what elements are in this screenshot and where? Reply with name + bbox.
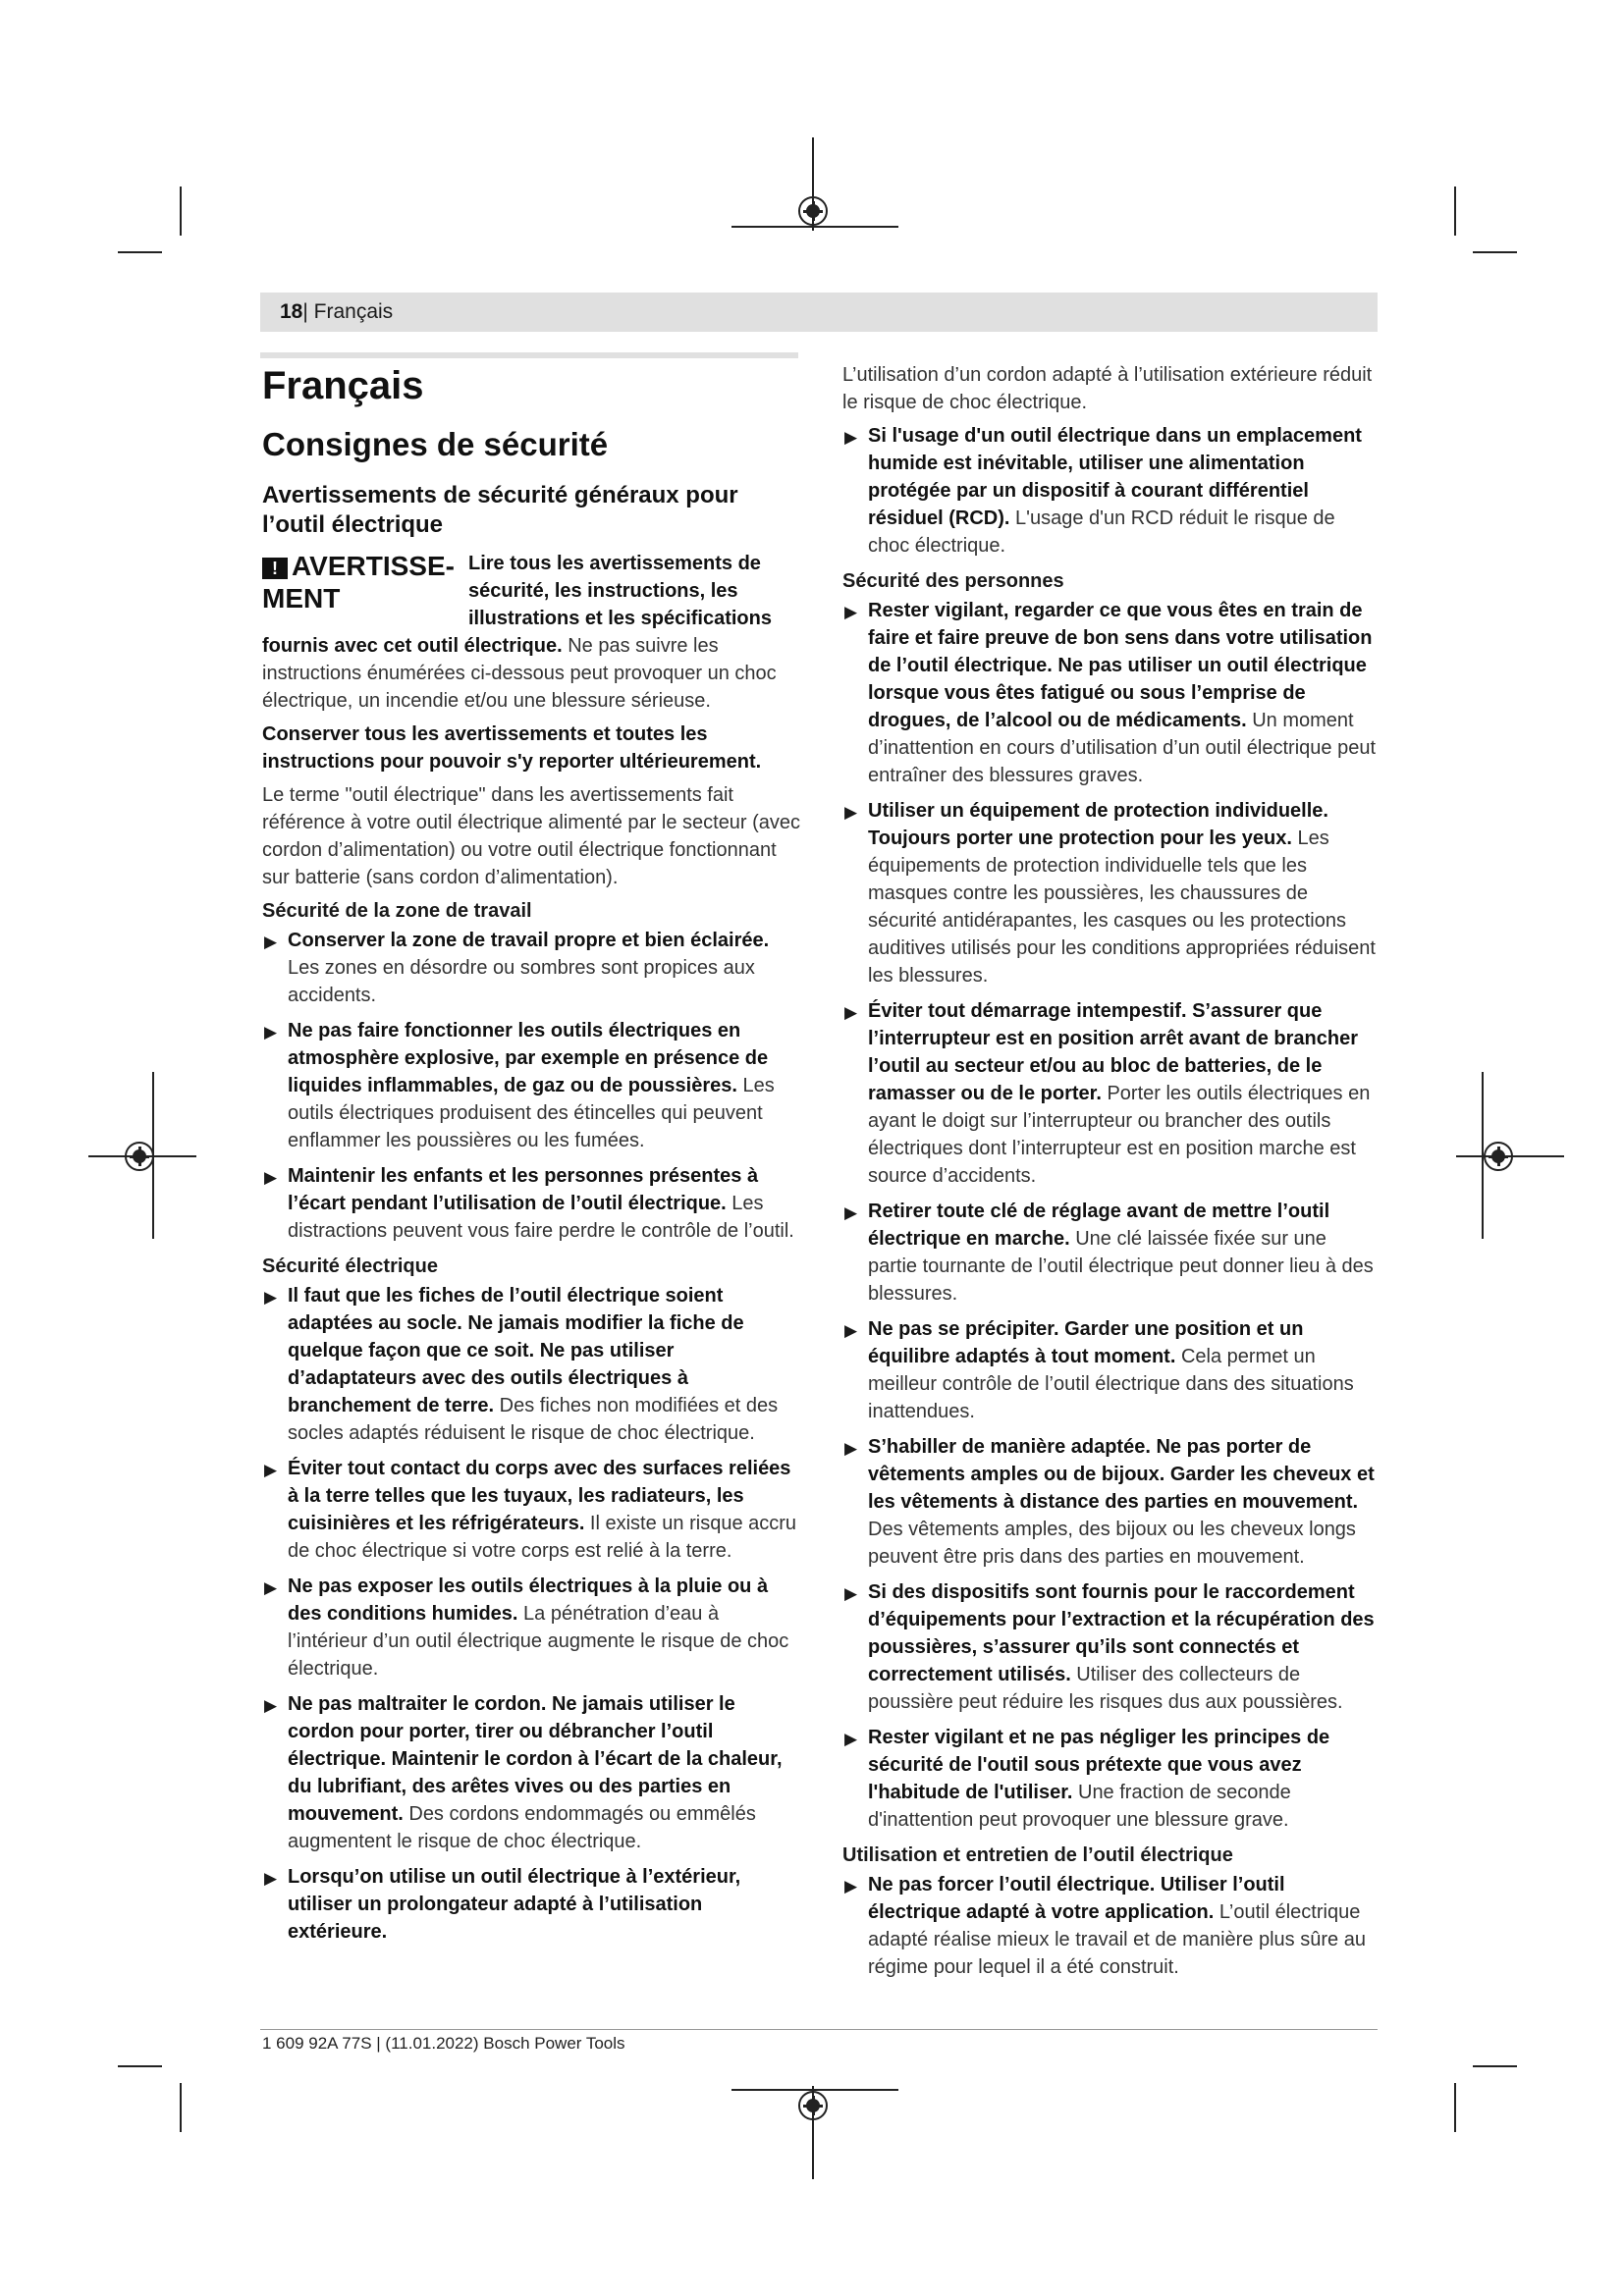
list-item: ▶ Ne pas faire fonctionner les outils électriques en atmosphère explosive, par exemple en présence de liquides inflammables, de gaz ou de poussières. Les outils électriques produisent des étincelles qui peuvent enflammer les poussières ou les fumées. [264,1020,775,1151]
bullet-arrow-icon: ▶ [264,1578,278,1597]
list-item: ▶ Rester vigilant, regarder ce que vous êtes en train de faire et faire preuve de bon sens dans votre utilisation de l’outil électrique. Ne pas utiliser un outil électrique lorsque vous êtes fatigué ou sous l’emprise de drogues, de l’alcool ou de médicaments. Un moment d’inattention en cours d’utilisation d’un outil électrique peut entraîner des blessures graves. [844,600,1377,786]
crop-mark [1454,187,1456,236]
term-paragraph: Le terme "outil électrique" dans les avertissements fait référence à votre outil électrique alimenté par le secteur (avec cordon d’alimentation) ou votre outil électrique fonctionnant sur batterie (sans cordon d’alimentation). [262,784,801,888]
registration-mark-icon [798,2091,828,2120]
crop-mark [1473,251,1517,253]
personal-safety-heading: Sécurité des personnes [842,570,1064,592]
bullet-arrow-icon: ▶ [844,428,858,447]
list-item: ▶ Rester vigilant et ne pas négliger les principes de sécurité de l'outil sous prétexte que vous avez l'habitude de l'utiliser. Une fraction de seconde d'inattention peut provoquer une blessure grave. [844,1727,1330,1831]
registration-line [731,226,898,228]
list-item: ▶ Ne pas maltraiter le cordon. Ne jamais utiliser le cordon pour porter, tirer ou débrancher l’outil électrique. Maintenir le cordon à l’écart de la chaleur, du lubrifiant, des arêtes vives ou des parties en mouvement. Des cordons endommagés ou emmêlés augmentent le risque de choc électrique. [264,1693,783,1852]
list-item: ▶ Éviter tout démarrage intempestif. S’assurer que l’interrupteur est en position arrêt avant de brancher l’outil au secteur et/ou au bloc de batteries, de le ramasser ou de le porter. Porter les outils électriques en ayant le doigt sur l’interrupteur ou brancher des outils électriques dont l’interrupteur est en position marche est source d’accidents. [844,1000,1371,1187]
bullet-arrow-icon: ▶ [264,1696,278,1715]
subsection-title: Avertissements de sécurité généraux pour l’outil électrique [262,482,738,538]
warning-icon: ! [262,558,288,579]
list-item: ▶ Ne pas forcer l’outil électrique. Utiliser l’outil électrique adapté à votre application. L’outil électrique adapté réalise mieux le travail et de manière plus sûre au régime pour lequel il a été construit. [844,1874,1366,1978]
bullet-arrow-icon: ▶ [844,1203,858,1222]
bullet-arrow-icon: ▶ [264,1288,278,1307]
bullet-arrow-icon: ▶ [844,803,858,822]
header-section: | Français [302,300,394,323]
bullet-arrow-icon: ▶ [844,1003,858,1022]
bullet-arrow-icon: ▶ [844,1877,858,1896]
list-item: ▶ Éviter tout contact du corps avec des surfaces reliées à la terre telles que les tuyaux, les radiateurs, les cuisinières et les réfrigérateurs. Il existe un risque accru de choc électrique si votre corps est relié à la terre. [264,1458,797,1562]
list-item: ▶ Conserver la zone de travail propre et bien éclairée. Les zones en désordre ou sombres sont propices aux accidents. [264,930,770,1006]
crop-mark [118,2065,162,2067]
bullet-arrow-icon: ▶ [844,1730,858,1748]
footer-rule [260,2029,1378,2030]
electrical-heading: Sécurité électrique [262,1255,438,1277]
work-area-heading: Sécurité de la zone de travail [262,900,532,922]
bullet-arrow-icon: ▶ [844,1584,858,1603]
warning-text: Lire tous les avertissements de sécurité, les instructions, les illustrations et les spécifications fournis avec cet outil électrique. Ne pas suivre les instructions énumérées ci-dessous peut provoquer un choc électrique, un incendie et/ou une blessure sérieuse. [262,553,777,712]
crop-mark [180,187,182,236]
crop-mark [180,2083,182,2132]
bullet-arrow-icon: ▶ [264,1023,278,1041]
registration-mark-icon [1484,1142,1513,1171]
list-item: ▶ Retirer toute clé de réglage avant de mettre l’outil électrique en marche. Une clé laissée fixée sur une partie tournante de l’outil électrique peut donner lieu à des blessures. [844,1201,1374,1305]
use-care-heading: Utilisation et entretien de l’outil électrique [842,1844,1233,1866]
list-item: ▶ Ne pas exposer les outils électriques à la pluie ou à des conditions humides. La pénétration d’eau à l’intérieur d’un outil électrique augmente le risque de choc électrique. [264,1575,789,1680]
warning-label: ! AVERTISSE- MENT [262,551,455,614]
section-title: Consignes de sécurité [262,426,609,462]
bullet-arrow-icon: ▶ [264,933,278,951]
warning-block [262,550,802,715]
right-column [842,361,1380,1989]
bullet-arrow-icon: ▶ [844,1439,858,1458]
list-item: ▶ Ne pas se précipiter. Garder une position et un équilibre adaptés à tout moment. Cela permet un meilleur contrôle de l’outil électrique dans des situations inattendues. [844,1318,1354,1422]
crop-mark [1454,2083,1456,2132]
list-item: ▶ Il faut que les fiches de l’outil électrique soient adaptées au socle. Ne jamais modifier la fiche de quelque façon que ce soit. Ne pas utiliser d’adaptateurs avec des outils électriques à branchement de terre. Des fiches non modifiées et des socles adaptés réduisent le risque de choc électrique. [264,1285,779,1444]
bullet-arrow-icon: ▶ [264,1869,278,1888]
continued-text: L’utilisation d’un cordon adapté à l’utilisation extérieure réduit le risque de choc électrique. [842,364,1373,413]
keep-instructions-heading: Conserver tous les avertissements et toutes les instructions pour pouvoir s'y reporter ultérieurement. [262,723,762,773]
crop-mark [1473,2065,1517,2067]
bullet-arrow-icon: ▶ [844,603,858,621]
page-footer: 1 609 92A 77S | (11.01.2022) Bosch Power Tools [262,2034,625,2053]
bullet-arrow-icon: ▶ [264,1168,278,1187]
list-item: ▶ Lorsqu’on utilise un outil électrique à l’extérieur, utiliser un prolongateur adapté à l’utilisation extérieure. [264,1866,741,1943]
bullet-arrow-icon: ▶ [844,1321,858,1340]
page-title: Français [262,364,424,407]
registration-mark-icon [125,1142,154,1171]
page-number: 18 [280,300,303,323]
registration-mark-icon [798,196,828,226]
crop-mark [118,251,162,253]
list-item: ▶ Maintenir les enfants et les personnes présentes à l’écart pendant l’utilisation de l’outil électrique. Les distractions peuvent vous faire perdre le contrôle de l’outil. [264,1165,794,1242]
left-column [262,361,802,1953]
list-item: ▶ Si des dispositifs sont fournis pour le raccordement d’équipements pour l’extraction et la récupération des poussières, s’assurer qu’ils sont connectés et correctement utilisés. Utiliser des collecteurs de poussière peut réduire les risques dus aux poussières. [844,1581,1375,1713]
list-item: ▶ S’habiller de manière adaptée. Ne pas porter de vêtements amples ou de bijoux. Garder les cheveux et les vêtements à distance des parties en mouvement. Des vêtements amples, des bijoux ou les cheveux longs peuvent être pris dans des parties en mouvement. [844,1436,1375,1568]
bullet-arrow-icon: ▶ [264,1461,278,1479]
list-item: ▶ Si l'usage d'un outil électrique dans un emplacement humide est inévitable, utiliser une alimentation protégée par un dispositif à courant différentiel résiduel (RCD). L'usage d'un RCD réduit le risque de choc électrique. [844,425,1362,557]
title-rule [260,352,798,358]
page-header [260,293,1378,332]
list-item: ▶ Utiliser un équipement de protection individuelle. Toujours porter une protection pour les yeux. Les équipements de protection individuelle tels que les masques contre les poussières, les chaussures de sécurité antidérapantes, les casques ou les protections auditives utilisés pour les conditions appropriées réduisent les blessures. [844,800,1376,987]
